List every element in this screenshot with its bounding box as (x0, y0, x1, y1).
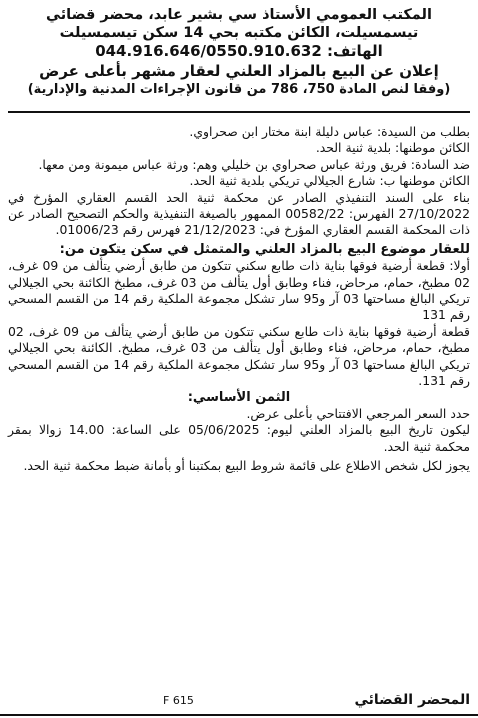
legal-basis: بناء على السند التنفيذي الصادر عن محكمة ثنية الحد القسم العقاري المؤرخ في 27/10/2022 الفهرس: 00582/22 الممهور بالصيغة التنفيذية والحكم التصحيح الصادر عن ذات المحكمة القسم العقاري المؤرخ في: 21/12/2023 فهرس رقم 01006/23. (8, 189, 470, 238)
office-address: تيسمسيلت، الكائن مكتبه بحي 14 سكن تيسمسيلت (59, 25, 419, 41)
defendants-address: الكائن موطنها ب: شارع الجيلالي تريكي بلدية ثنية الحد. (189, 173, 470, 189)
requester-address: الكائن موطنها: بلدية ثنية الحد. (315, 140, 470, 156)
bailiff-signature: المحضر القضائي (354, 692, 470, 708)
notice-header (8, 6, 470, 98)
notice-title: إعلان عن البيع بالمزاد العلني لعقار مشهر بأعلى عرض (39, 62, 439, 80)
notice-body (8, 124, 470, 475)
property-heading: للعقار موضوع البيع بالمزاد العلني والمتمثل في سكن يتكون من: (59, 241, 470, 257)
reference-code: F 615 (163, 693, 194, 707)
property-item-1: أولا: قطعة أرضية فوقها بناية ذات طابع سكني تتكون من طابق أرضي يتألف من 09 غرف، 02 مطبخ، حمام، مرحاض، فناء وطابق أول يتألف من 03 غرف، مطبخ الكائنة بحي الجيلالي تريكي البالغ مساحتها 03 آر و95 سار تشكل مجموعة الملكية رقم 14 من القسم المسحي رقم 131 (8, 258, 470, 323)
office-name: المكتب العمومي الأستاذ سي بشير عابد، محضر قضائي (46, 7, 432, 23)
office-phone: الهاتف: 044.916.646/0550.910.632 (95, 42, 383, 60)
notice-subtitle: (وفقا لنص المادة 750، 786 من قانون الإجراءات المدنية والإدارية) (27, 82, 451, 97)
inspection-note: يجوز لكل شخص الاطلاع على قائمة شروط البيع بمكتبنا أو بأمانة ضبط محكمة ثنية الحد. (23, 458, 470, 474)
price-heading: الثمن الأساسي: (187, 389, 291, 405)
sale-date: ليكون تاريخ البيع بالمزاد العلني ليوم: 05/06/2025 على الساعة: 14.00 زوالا بمقر محكمة ثنية الحد. (8, 422, 470, 454)
requester-line: بطلب من السيدة: عباس دليلة ابنة مختار ابن صحراوي. (189, 124, 470, 139)
defendants-line: ضد السادة: فريق ورثة عباس صحراوي بن خليلي وهم: ورثة عباس ميمونة ومن معها. (38, 156, 470, 172)
property-item-2: قطعة أرضية فوقها بناية ذات طابع سكني تتكون من طابق أرضي يتألف من 09 غرف، 02 مطبخ، حمام، مرحاض، فناء وطابق أول يتألف من 03 غرف، مطبخ. الكائنة بحي الجيلالي تريكي البالغ مساحتها 03 آر و95 سار تشكل مجموعة الملكية رقم 14 من القسم المسحي رقم 131. (8, 323, 470, 389)
notice-footer (8, 692, 470, 708)
header-divider (8, 111, 470, 113)
bottom-divider (0, 714, 478, 716)
price-text: حدد السعر المرجعي الافتتاحي بأعلى عرض. (246, 405, 470, 421)
